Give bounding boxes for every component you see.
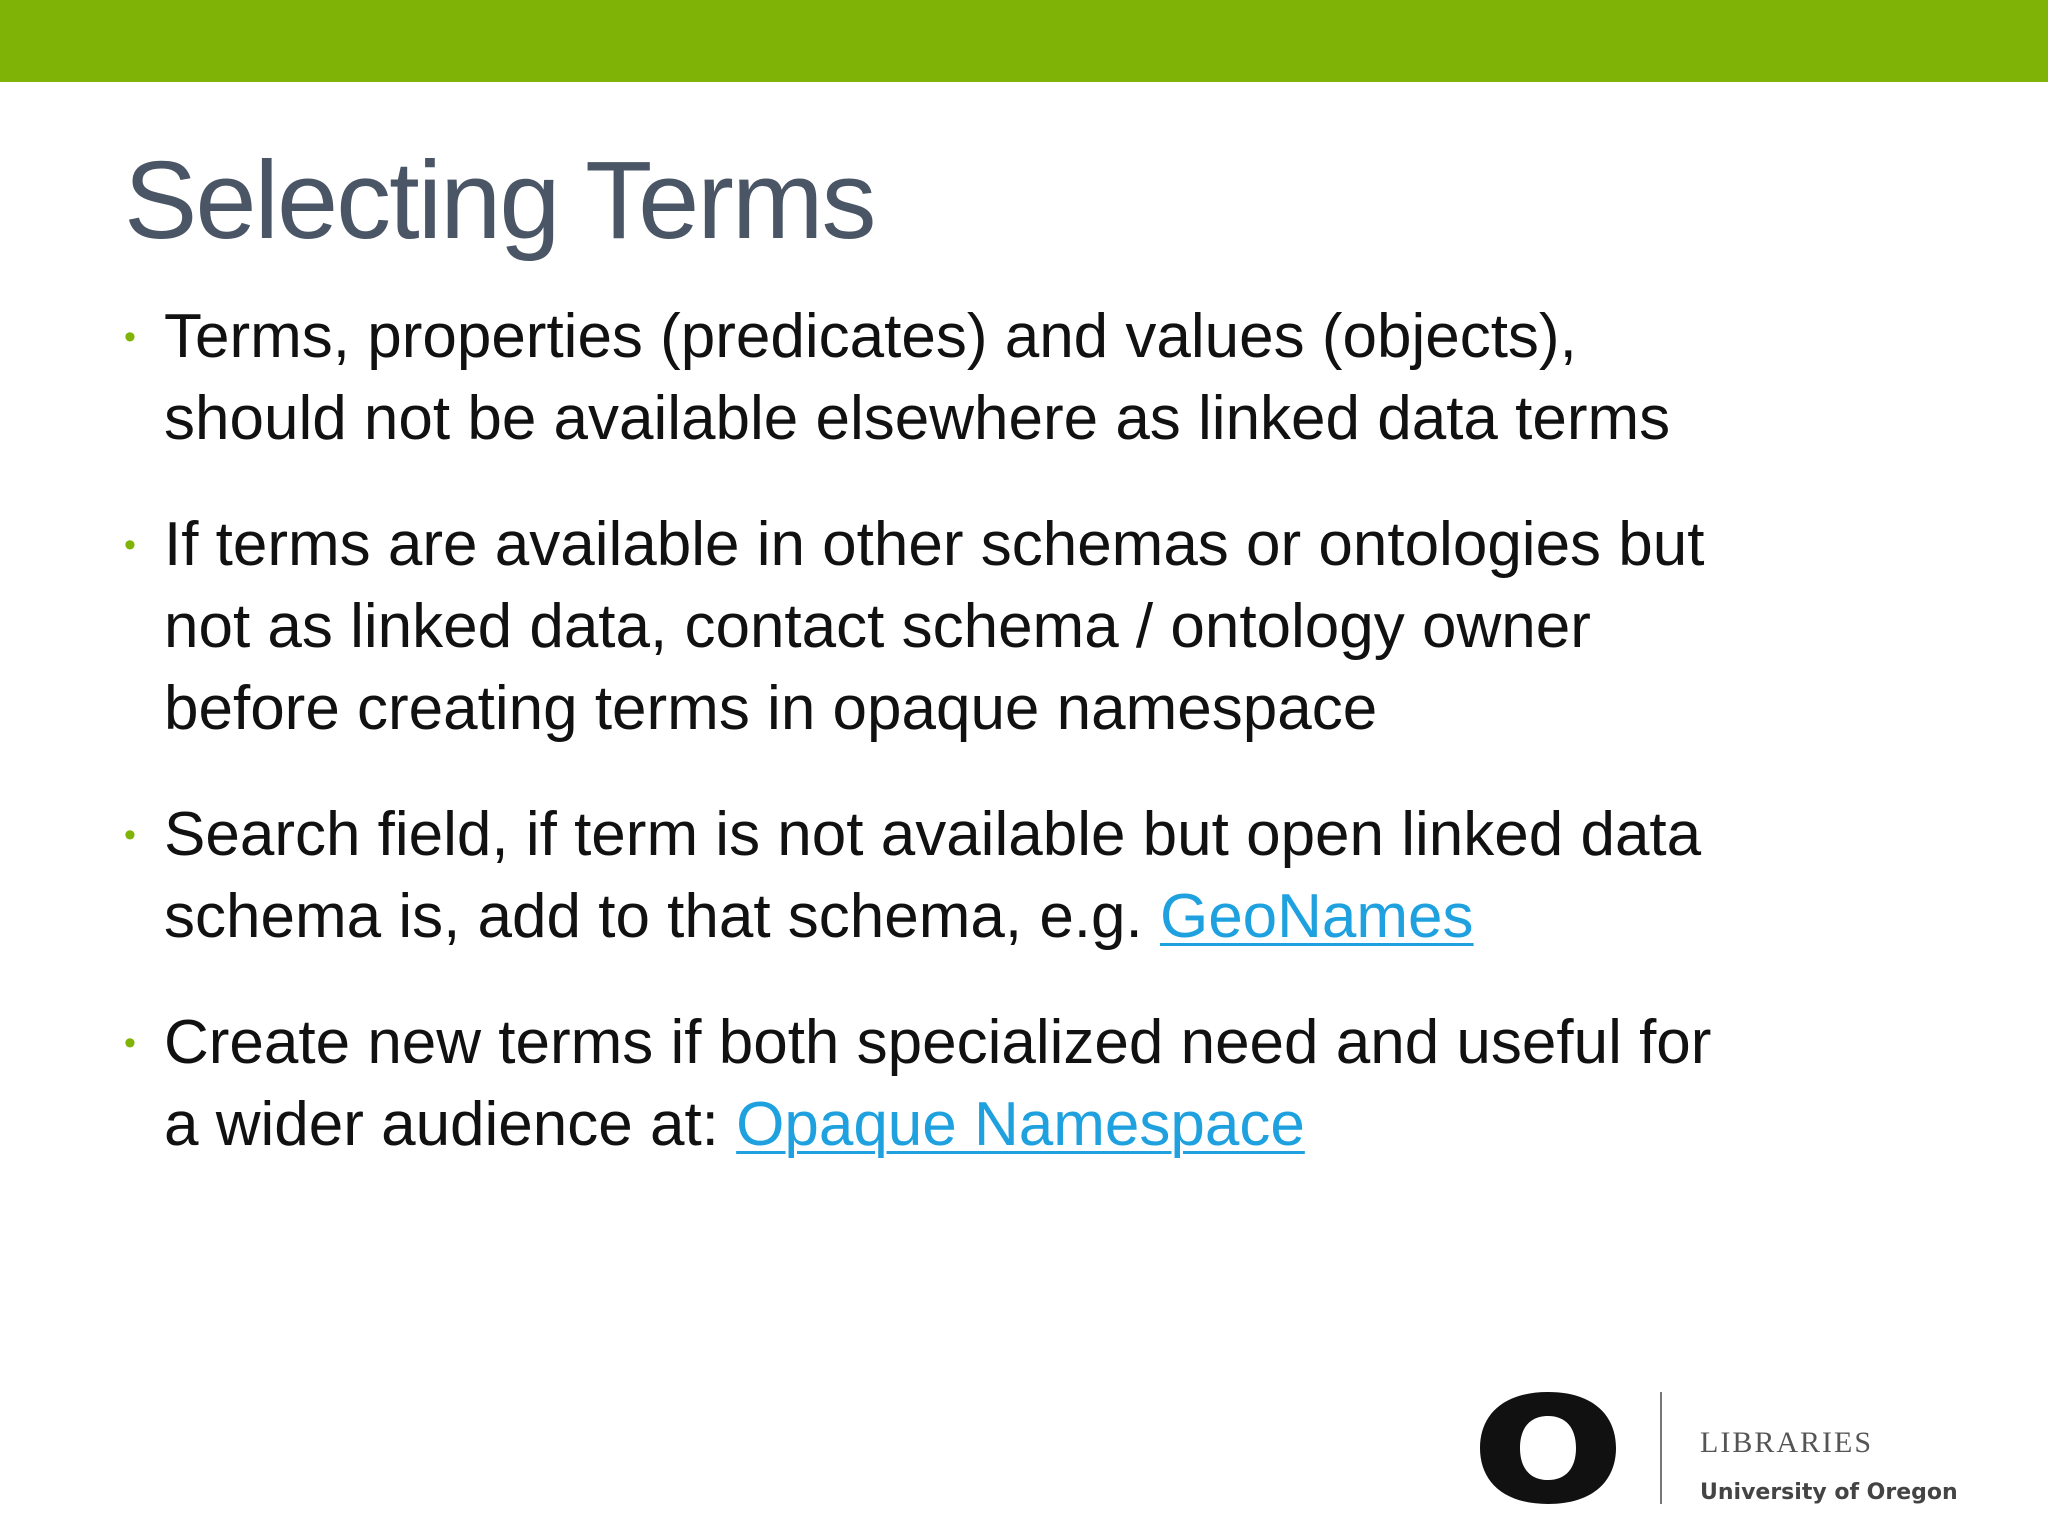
geonames-link[interactable]: GeoNames: [1159, 882, 1474, 951]
bullet-item: [124, 794, 1964, 958]
bullet-text-line: If terms are available in other schemas or ontologies but: [164, 510, 1705, 579]
university-logo: [1478, 1384, 1998, 1514]
bullet-text-line: Create new terms if both specialized need and useful for: [164, 1008, 1712, 1077]
bullet-list: [124, 296, 1964, 1210]
bullet-item: [124, 504, 1964, 750]
bullet-dot-icon: •: [124, 526, 136, 564]
libraries-label: LIBRARIES: [1700, 1426, 1874, 1459]
opaque-namespace-link[interactable]: Opaque Namespace: [736, 1090, 1305, 1159]
bullet-text-line: Search field, if term is not available but open linked data: [164, 800, 1702, 869]
bullet-text-line: not as linked data, contact schema / ontology owner: [164, 592, 1591, 661]
bullet-text-line: Terms, properties (predicates) and values (objects),: [164, 302, 1577, 371]
bullet-text-segment: a wider audience at:: [164, 1090, 737, 1159]
university-label: University of Oregon: [1700, 1480, 1958, 1505]
bullet-text-line: [164, 1084, 1964, 1166]
bullet-dot-icon: •: [124, 1024, 136, 1062]
bullet-item: [124, 296, 1964, 460]
bullet-dot-icon: •: [124, 318, 136, 356]
bullet-text-line: [164, 876, 1964, 958]
top-accent-bar: [0, 0, 2048, 82]
o-letter-logo-icon: [1478, 1390, 1618, 1506]
bullet-text-line: before creating terms in opaque namespace: [164, 674, 1378, 743]
bullet-item: [124, 1002, 1964, 1166]
bullet-text-line: should not be available elsewhere as linked data terms: [164, 384, 1671, 453]
slide-title: Selecting Terms: [124, 139, 875, 262]
bullet-dot-icon: •: [124, 816, 136, 854]
logo-divider: [1660, 1392, 1662, 1504]
bullet-text-segment: schema is, add to that schema, e.g.: [164, 882, 1160, 951]
